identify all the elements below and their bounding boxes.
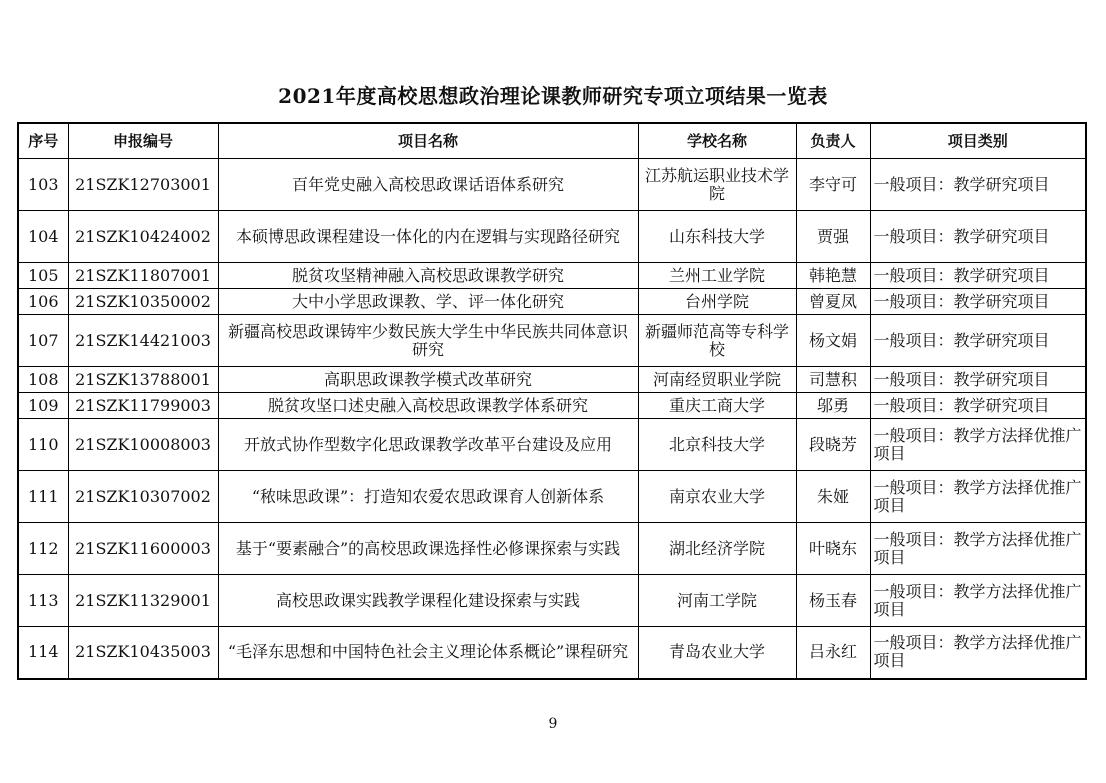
cell-leader: 杨玉春: [796, 575, 870, 627]
header-project-name: 项目名称: [218, 123, 638, 159]
cell-no: 108: [18, 367, 68, 393]
cell-code: 21SZK14421003: [68, 315, 218, 367]
cell-leader: 吕永红: [796, 627, 870, 679]
cell-leader: 邬勇: [796, 393, 870, 419]
cell-school: 河南工学院: [638, 575, 796, 627]
cell-project-name: 高校思政课实践教学课程化建设探索与实践: [218, 575, 638, 627]
cell-leader: 段晓芳: [796, 419, 870, 471]
cell-leader: 杨文娟: [796, 315, 870, 367]
cell-school: 湖北经济学院: [638, 523, 796, 575]
header-leader: 负责人: [796, 123, 870, 159]
cell-type: 一般项目：教学方法择优推广项目: [870, 575, 1086, 627]
cell-code: 21SZK10350002: [68, 289, 218, 315]
cell-school: 重庆工商大学: [638, 393, 796, 419]
cell-project-name: 大中小学思政课教、学、评一体化研究: [218, 289, 638, 315]
table-row: [18, 263, 1086, 289]
table-row: [18, 315, 1086, 367]
table-row: [18, 627, 1086, 679]
cell-leader: 叶晓东: [796, 523, 870, 575]
cell-type: 一般项目：教学研究项目: [870, 263, 1086, 289]
cell-leader: 曾夏凤: [796, 289, 870, 315]
cell-school: 青岛农业大学: [638, 627, 796, 679]
cell-code: 21SZK11329001: [68, 575, 218, 627]
cell-leader: 司慧积: [796, 367, 870, 393]
cell-no: 104: [18, 211, 68, 263]
table-row: [18, 393, 1086, 419]
cell-type: 一般项目：教学方法择优推广项目: [870, 471, 1086, 523]
cell-no: 113: [18, 575, 68, 627]
cell-no: 106: [18, 289, 68, 315]
cell-school: 台州学院: [638, 289, 796, 315]
cell-project-name: 基于“要素融合”的高校思政课选择性必修课探索与实践: [218, 523, 638, 575]
table-row: [18, 419, 1086, 471]
page-number: 9: [548, 716, 558, 732]
table-row: [18, 159, 1086, 211]
cell-leader: 李守可: [796, 159, 870, 211]
header-code: 申报编号: [68, 123, 218, 159]
cell-school: 新疆师范高等专科学校: [638, 315, 796, 367]
cell-type: 一般项目：教学方法择优推广项目: [870, 627, 1086, 679]
cell-project-name: 脱贫攻坚精神融入高校思政课教学研究: [218, 263, 638, 289]
table-row: [18, 211, 1086, 263]
cell-type: 一般项目：教学方法择优推广项目: [870, 419, 1086, 471]
header-no: 序号: [18, 123, 68, 159]
header-type: 项目类别: [870, 123, 1086, 159]
cell-leader: 韩艳慧: [796, 263, 870, 289]
cell-project-name: 本硕博思政课程建设一体化的内在逻辑与实现路径研究: [218, 211, 638, 263]
cell-code: 21SZK11600003: [68, 523, 218, 575]
cell-school: 江苏航运职业技术学院: [638, 159, 796, 211]
cell-school: 北京科技大学: [638, 419, 796, 471]
cell-code: 21SZK10435003: [68, 627, 218, 679]
cell-project-name: 脱贫攻坚口述史融入高校思政课教学体系研究: [218, 393, 638, 419]
cell-school: 河南经贸职业学院: [638, 367, 796, 393]
cell-no: 109: [18, 393, 68, 419]
cell-no: 111: [18, 471, 68, 523]
header-school: 学校名称: [638, 123, 796, 159]
cell-school: 南京农业大学: [638, 471, 796, 523]
cell-no: 103: [18, 159, 68, 211]
cell-type: 一般项目：教学方法择优推广项目: [870, 523, 1086, 575]
cell-no: 105: [18, 263, 68, 289]
table-row: [18, 575, 1086, 627]
cell-code: 21SZK10424002: [68, 211, 218, 263]
cell-code: 21SZK10307002: [68, 471, 218, 523]
cell-code: 21SZK12703001: [68, 159, 218, 211]
table-header-row: [18, 123, 1086, 159]
cell-code: 21SZK10008003: [68, 419, 218, 471]
cell-no: 112: [18, 523, 68, 575]
cell-project-name: 新疆高校思政课铸牢少数民族大学生中华民族共同体意识研究: [218, 315, 638, 367]
cell-code: 21SZK13788001: [68, 367, 218, 393]
cell-project-name: 高职思政课教学模式改革研究: [218, 367, 638, 393]
cell-project-name: “秾味思政课”：打造知农爱农思政课育人创新体系: [218, 471, 638, 523]
cell-type: 一般项目：教学研究项目: [870, 289, 1086, 315]
table-row: [18, 471, 1086, 523]
cell-type: 一般项目：教学研究项目: [870, 393, 1086, 419]
cell-leader: 贾强: [796, 211, 870, 263]
cell-no: 110: [18, 419, 68, 471]
cell-no: 107: [18, 315, 68, 367]
cell-project-name: “毛泽东思想和中国特色社会主义理论体系概论”课程研究: [218, 627, 638, 679]
table-row: [18, 523, 1086, 575]
cell-school: 山东科技大学: [638, 211, 796, 263]
table-row: [18, 367, 1086, 393]
document-title: 2021年度高校思想政治理论课教师研究专项立项结果一览表: [278, 84, 828, 108]
cell-type: 一般项目：教学研究项目: [870, 159, 1086, 211]
cell-project-name: 百年党史融入高校思政课话语体系研究: [218, 159, 638, 211]
cell-code: 21SZK11799003: [68, 393, 218, 419]
cell-type: 一般项目：教学研究项目: [870, 367, 1086, 393]
cell-no: 114: [18, 627, 68, 679]
cell-project-name: 开放式协作型数字化思政课教学改革平台建设及应用: [218, 419, 638, 471]
cell-type: 一般项目：教学研究项目: [870, 315, 1086, 367]
cell-code: 21SZK11807001: [68, 263, 218, 289]
results-table: [17, 122, 1087, 680]
table-row: [18, 289, 1086, 315]
cell-leader: 朱娅: [796, 471, 870, 523]
cell-school: 兰州工业学院: [638, 263, 796, 289]
cell-type: 一般项目：教学研究项目: [870, 211, 1086, 263]
